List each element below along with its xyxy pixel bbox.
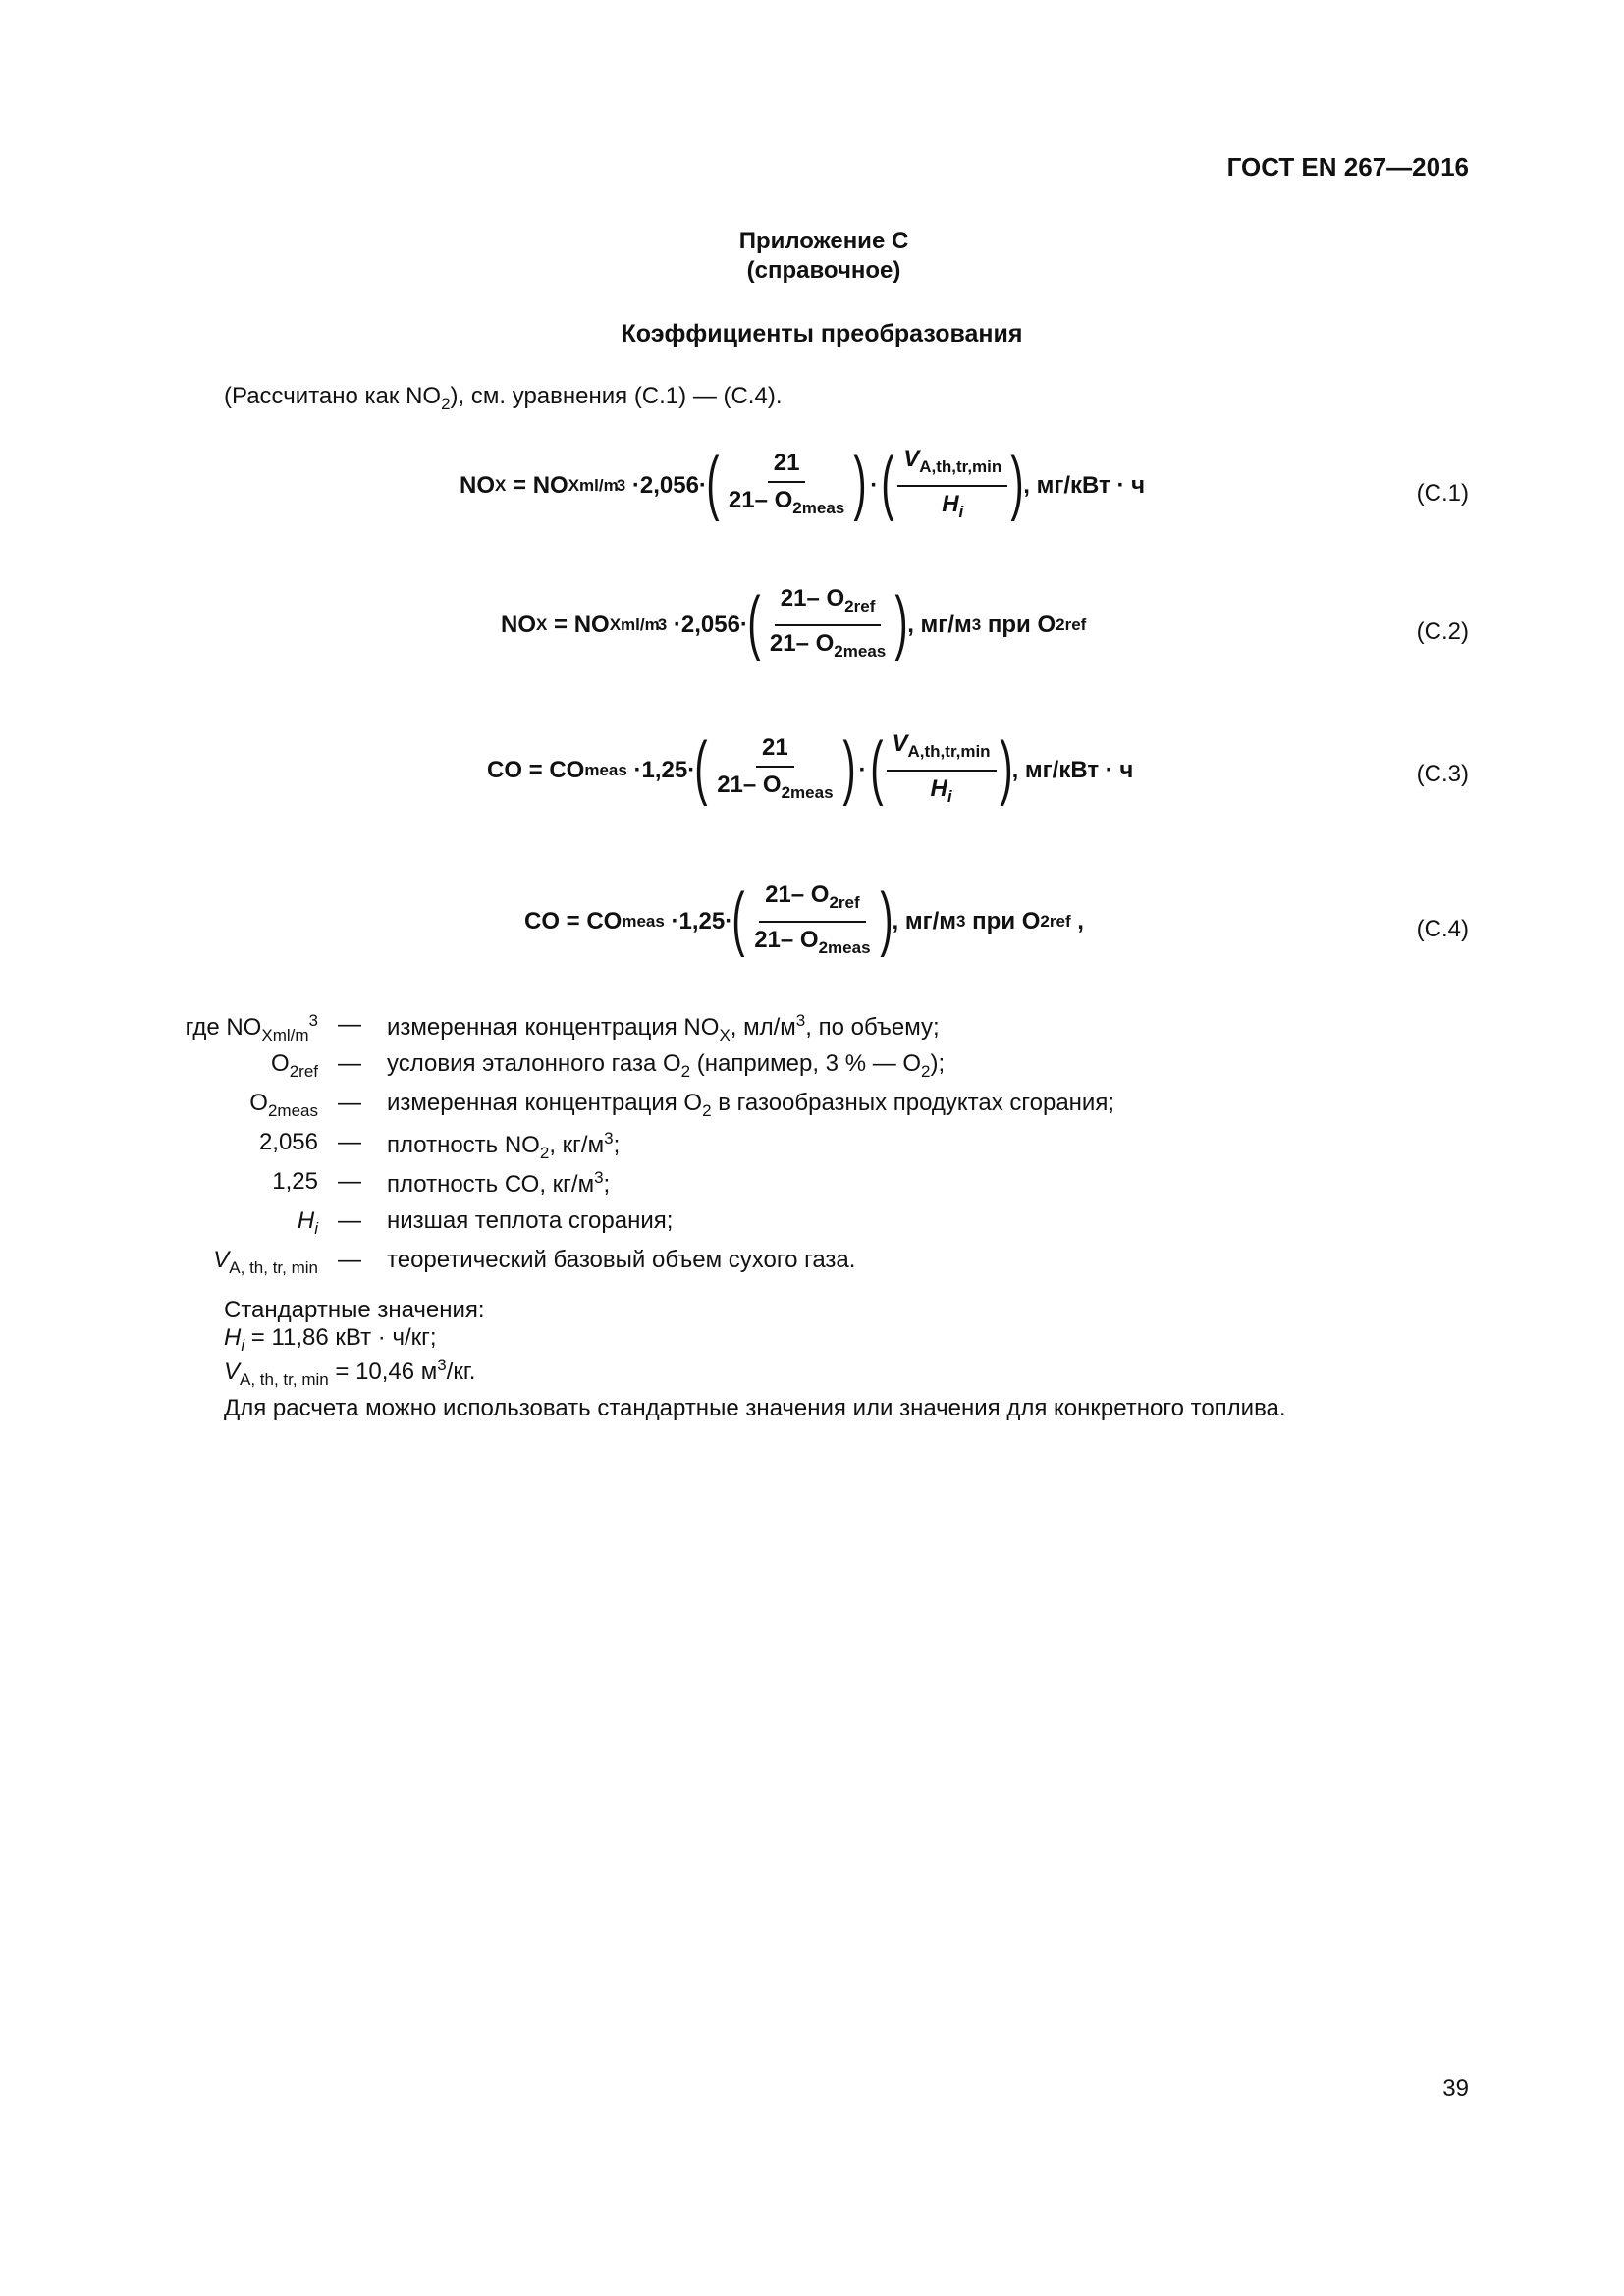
legend-row: $H_i$ — низшая теплота сгорания; xyxy=(297,1207,674,1238)
paren-right: ) xyxy=(999,728,1013,807)
legend-row: где $NO_{Xml/m}^3$ — измеренная концентрация $NO_X$, $мл/м^3$, по объему; xyxy=(185,1011,940,1044)
paren-left: ( xyxy=(747,583,761,662)
legend-description: теоретический базовый объем сухого газа. xyxy=(387,1247,856,1273)
legend-description: плотность СО, $кг/м^3$; xyxy=(387,1168,611,1198)
fraction: $\frac{21- O_{2ref}}{21- O_{2meas}}$ xyxy=(769,585,887,661)
equation-number-c3: (С.3) xyxy=(1416,761,1469,787)
formula-c2: NO X = NO Xml/m 3 ·2,056· ( $\frac{21- O_{2ref}}{21- O_{2meas}}$ ) , мг/м 3 при O 2ref xyxy=(501,591,1086,660)
legend-symbol: $O_{2meas}$ xyxy=(249,1090,318,1120)
standard-value-v: $V_{A, th, tr, min} = 10,46$ $м^3/кг$. xyxy=(224,1356,476,1389)
paren-left: ( xyxy=(731,880,745,958)
legend-description: измеренная концентрация $NO_X$, $мл/м^3$, по объему; xyxy=(387,1011,940,1044)
legend-description: измеренная концентрация $O_2$ в газообразных продуктах сгорания; xyxy=(387,1090,1114,1120)
legend-symbol: где $NO_{Xml/m}^3$ xyxy=(185,1011,318,1044)
page-number: 39 xyxy=(1442,2075,1469,2102)
annex-title: Приложение C xyxy=(738,228,909,254)
legend-row: $O_{2ref}$ — условия эталонного газа $O_2$ (например, 3 % — $O_2$); xyxy=(271,1050,946,1081)
paren-right: ) xyxy=(1010,444,1024,522)
formula-c3: CO = CO meas ·1,25· ( $\frac{21}{21- O_{2meas}}$ ) · ( $\frac{V_{A,th,tr,min}}{H_i}$ ) , мг/кВт · ч xyxy=(487,736,1133,805)
intro-text: (Рассчитано как $NO_2$), см. уравнения (С.1) — (С.4). xyxy=(224,383,783,413)
paren-left: ( xyxy=(881,444,894,522)
legend-symbol: 2,056 xyxy=(258,1129,318,1155)
paren-right: ) xyxy=(879,880,893,958)
annex-type: (справочное) xyxy=(746,257,901,284)
legend-row: 2,056 — плотность $NO_2$, $кг/м^3$; xyxy=(258,1129,621,1162)
legend-row: $O_{2meas}$ — измеренная концентрация $O_2$ в газообразных продуктах сгорания; xyxy=(249,1090,1114,1120)
legend-symbol: 1,25 xyxy=(272,1168,318,1195)
formula-c1: NO X = NO Xml/m 3 ·2,056· ( $\frac{21}{21- O_{2meas}}$ ) · ( $\frac{V_{A,th,tr,min}}{H_i}$ ) , мг/кВт · ч xyxy=(460,452,1145,520)
paren-right: ) xyxy=(841,728,856,807)
legend-symbol: $H_i$ xyxy=(297,1207,318,1238)
equation-number-c4: (С.4) xyxy=(1416,916,1469,942)
document-code: ГОСТ EN 267—2016 xyxy=(1226,152,1469,182)
fraction: $\frac{V_{A,th,tr,min}}{H_i}$ xyxy=(887,729,997,812)
fraction: $\frac{21- O_{2ref}}{21- O_{2meas}}$ xyxy=(754,881,871,957)
paren-right: ) xyxy=(853,444,867,522)
legend-row: 1,25 — плотность СО, $кг/м^3$; xyxy=(272,1168,611,1198)
paren-left: ( xyxy=(694,728,708,807)
legend-symbol: $O_{2ref}$ xyxy=(271,1050,318,1081)
fraction: $\frac{21}{21- O_{2meas}}$ xyxy=(728,450,845,517)
equation-number-c2: (С.2) xyxy=(1416,618,1469,645)
paren-left: ( xyxy=(869,728,884,807)
standard-value-hi: $H_i = 11,86$ кВт · ч/кг; xyxy=(224,1324,437,1355)
legend-description: условия эталонного газа $O_2$ (например, 3 % — $O_2$); xyxy=(387,1050,946,1081)
equation-number-c1: (С.1) xyxy=(1416,480,1469,507)
standard-values-note: Для расчета можно использовать стандартные значения или значения для конкретного топлива. xyxy=(224,1395,1286,1421)
paren-left: ( xyxy=(706,444,720,522)
fraction: $\frac{V_{A,th,tr,min}}{H_i}$ xyxy=(897,445,1007,527)
fraction: $\frac{21}{21- O_{2meas}}$ xyxy=(717,734,834,802)
legend-row: $V_{A, th, tr, min}$ — теоретический базовый объем сухого газа. xyxy=(213,1247,856,1277)
formula-c4: CO = CO meas ·1,25· ( $\frac{21- O_{2ref}}{21- O_{2meas}}$ ) , мг/м 3 при O 2ref , xyxy=(524,887,1084,956)
standard-values-title: Стандартные значения: xyxy=(224,1297,485,1323)
legend-description: плотность $NO_2$, $кг/м^3$; xyxy=(387,1129,621,1162)
legend-symbol: $V_{A, th, tr, min}$ xyxy=(213,1247,318,1277)
section-title: Коэффициенты преобразования xyxy=(621,320,1023,347)
paren-right: ) xyxy=(894,583,908,662)
legend-description: низшая теплота сгорания; xyxy=(387,1207,674,1234)
